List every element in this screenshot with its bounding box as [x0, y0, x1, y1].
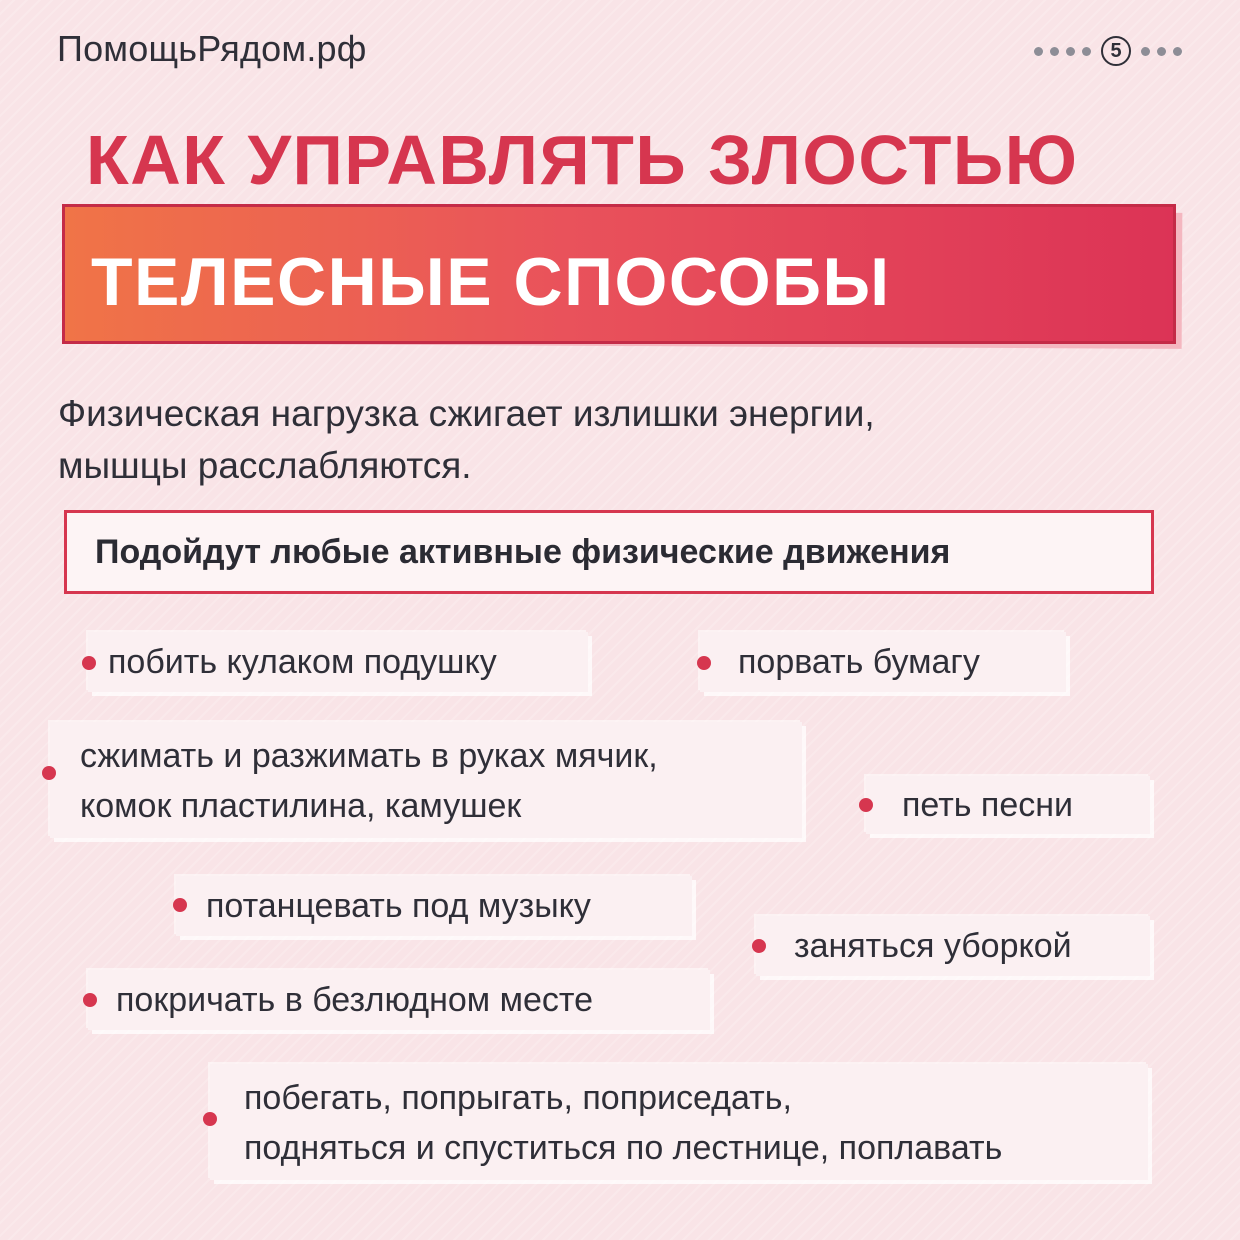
list-item-text: потанцевать под музыку: [206, 887, 591, 925]
pager-dot: [1157, 47, 1166, 56]
list-item-text-line-1: побегать, попрыгать, поприседать,: [244, 1079, 792, 1117]
pager-dot: [1034, 47, 1043, 56]
intro-line-1: Физическая нагрузка сжигает излишки энергии,: [58, 393, 875, 434]
section-banner: [62, 204, 1176, 344]
bullet-icon: [697, 656, 711, 670]
list-item-text: петь песни: [902, 786, 1074, 824]
pager-dot: [1066, 47, 1075, 56]
list-item-text-line-1: сжимать и разжимать в руках мячик,: [80, 737, 658, 775]
pager-dot: [1141, 47, 1150, 56]
page-indicator: [1034, 36, 1182, 66]
intro-text: [58, 388, 875, 492]
list-item-text-line-2: подняться и спуститься по лестнице, поплавать: [244, 1129, 1003, 1167]
intro-line-2: мышцы расслабляются.: [58, 445, 472, 486]
bullet-icon: [752, 939, 766, 953]
callout-text: Подойдут любые активные физические движения: [95, 533, 951, 571]
list-item-cleaning: [756, 916, 1150, 976]
bullet-icon: [173, 898, 187, 912]
bullet-icon: [82, 656, 96, 670]
bullet-icon: [203, 1112, 217, 1126]
list-item-paper: [700, 632, 1066, 692]
list-item-text: побить кулаком подушку: [108, 643, 497, 681]
list-item-squeeze: [50, 722, 802, 838]
current-page-number: 5: [1101, 36, 1131, 66]
list-item-text: порвать бумагу: [738, 643, 980, 681]
list-item-sing: [866, 776, 1150, 834]
page-title: КАК УПРАВЛЯТЬ ЗЛОСТЬЮ: [86, 121, 1079, 199]
list-item-text: покричать в безлюдном месте: [116, 981, 593, 1019]
bullet-icon: [42, 766, 56, 780]
bullet-icon: [83, 993, 97, 1007]
pager-dot: [1082, 47, 1091, 56]
list-item-shout: [88, 970, 710, 1030]
list-item-text: заняться уборкой: [794, 927, 1072, 965]
list-item-pillow: [88, 632, 588, 692]
bullet-icon: [859, 798, 873, 812]
pager-dot: [1173, 47, 1182, 56]
site-brand: ПомощьРядом.рф: [57, 28, 367, 69]
pager-dot: [1050, 47, 1059, 56]
banner-title: ТЕЛЕСНЫЕ СПОСОБЫ: [91, 244, 891, 320]
list-item-text-line-2: комок пластилина, камушек: [80, 787, 522, 825]
list-item-dance: [176, 876, 692, 936]
list-item-run: [210, 1064, 1148, 1180]
callout-box: [64, 510, 1154, 594]
